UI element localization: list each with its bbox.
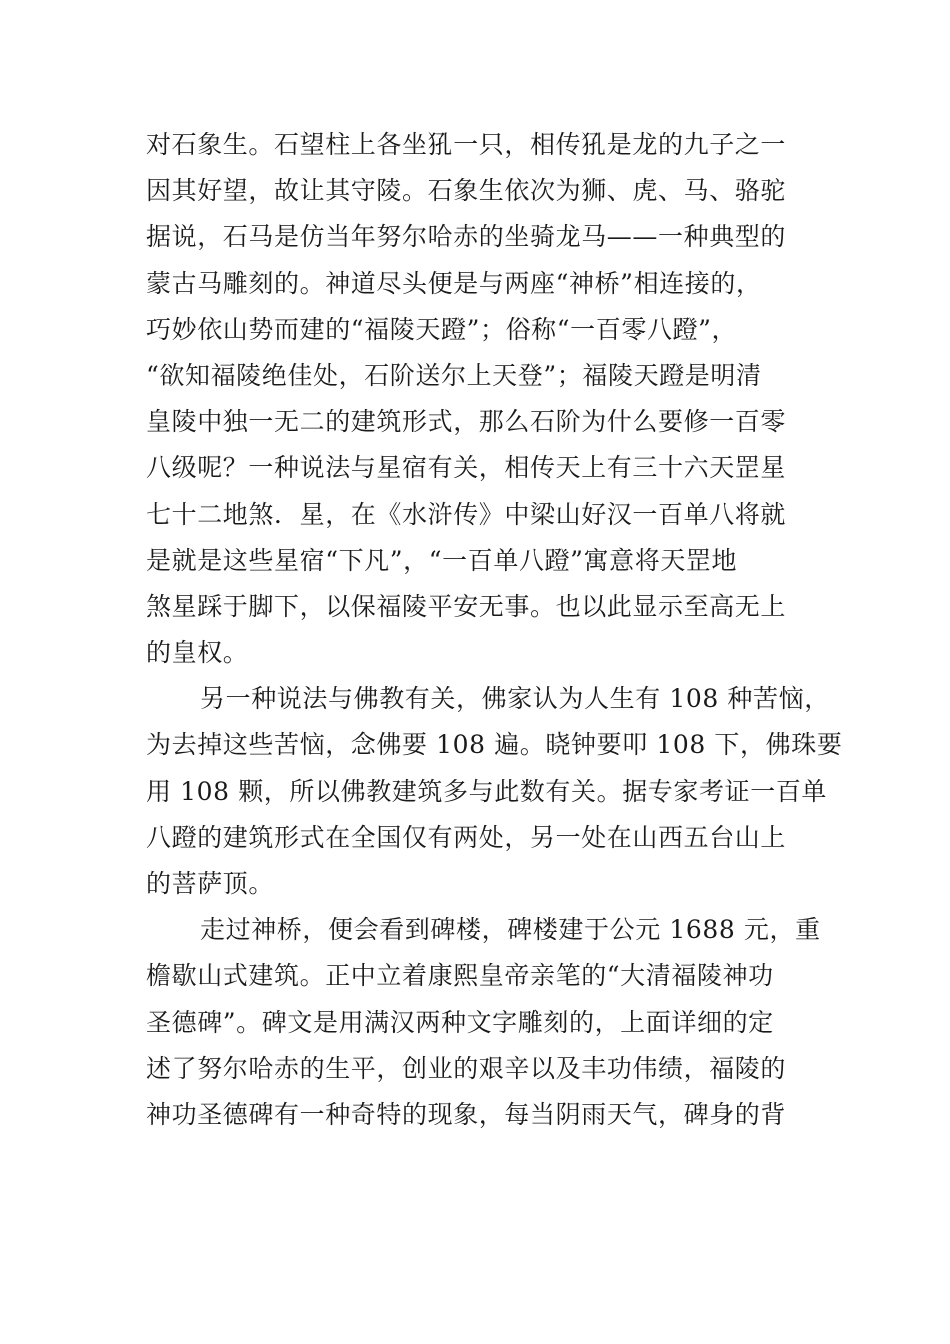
text-line: 另一种说法与佛教有关，佛家认为人生有 108 种苦恼，: [200, 684, 830, 714]
text-line: 用 108 颗，所以佛教建筑多与此数有关。据专家考证一百单: [146, 776, 828, 806]
text-line: 檐歇山式建筑。正中立着康熙皇帝亲笔的“大清福陵神功: [146, 961, 774, 991]
text-line: 八级呢？一种说法与星宿有关，相传天上有三十六天罡星: [146, 453, 787, 483]
text-line: 神功圣德碑有一种奇特的现象，每当阴雨天气，碑身的背: [146, 1099, 787, 1129]
text-line: 为去掉这些苦恼，念佛要 108 遍。晓钟要叩 108 下，佛珠要: [146, 730, 843, 760]
text-line: 皇陵中独一无二的建筑形式，那么石阶为什么要修一百零: [146, 407, 787, 437]
text-line: 七十二地煞．星，在《水浒传》中梁山好汉一百单八将就: [146, 499, 787, 529]
text-line: 蒙古马雕刻的。神道尽头便是与两座“神桥”相连接的，: [146, 268, 762, 298]
text-line: 因其好望，故让其守陵。石象生依次为狮、虎、马、骆驼: [146, 176, 787, 206]
text-line: 对石象生。石望柱上各坐犼一只，相传犼是龙的九子之一: [146, 130, 787, 159]
text-line: 是就是这些星宿“下凡”，“一百单八蹬”寓意将天罡地: [146, 545, 738, 575]
document-body: [146, 122, 843, 1138]
text-line: 述了努尔哈赤的生平，创业的艰辛以及丰功伟绩，福陵的: [146, 1053, 787, 1083]
text-line: 八蹬的建筑形式在全国仅有两处，另一处在山西五台山上: [146, 822, 787, 852]
text-line: 的皇权。: [146, 638, 249, 668]
text-line: 走过神桥，便会看到碑楼，碑楼建于公元 1688 元，重: [200, 915, 821, 945]
text-line: 的菩萨顶。: [146, 869, 275, 898]
text-line: 圣德碑”。碑文是用满汉两种文字雕刻的，上面详细的定: [146, 1007, 774, 1037]
text-line: 巧妙依山势而建的“福陵天蹬”；俗称“一百零八蹬”，: [146, 314, 738, 344]
text-line: “欲知福陵绝佳处，石阶送尔上天登”；福陵天蹬是明清: [146, 360, 762, 390]
text-line: 煞星踩于脚下，以保福陵平安无事。也以此显示至高无上: [146, 591, 787, 621]
text-line: 据说，石马是仿当年努尔哈赤的坐骑龙马——一种典型的: [146, 222, 787, 252]
